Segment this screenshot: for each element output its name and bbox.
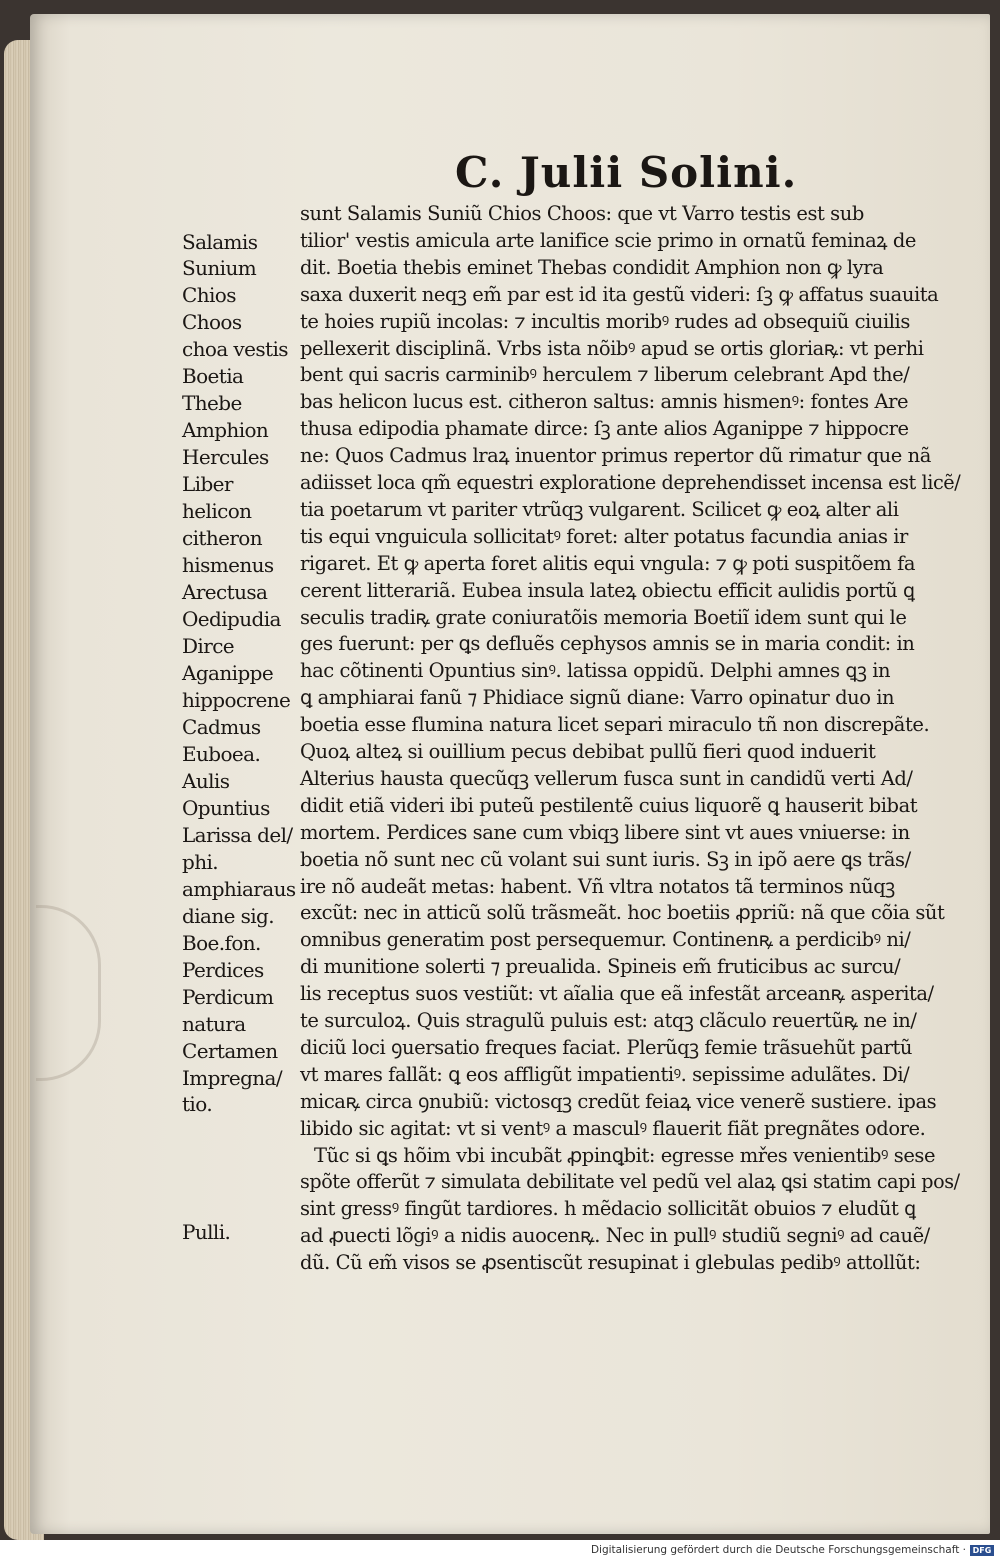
margin-note: Cadmus xyxy=(182,715,261,739)
text-line: pellexerit disciplinã. Vrbs ista nõibꝰ apud se ortis gloriaꝶ: vt perhi xyxy=(300,336,924,360)
margin-note: Dirce xyxy=(182,634,235,658)
margin-note: citheron xyxy=(182,526,263,550)
text-line: mortem. Perdices sane cum vbiqꝫ libere sint vt aues vniuerse: in xyxy=(300,820,910,844)
margin-note: Euboea. xyxy=(182,742,261,766)
margin-note: Chios xyxy=(182,283,236,307)
margin-note: Liber xyxy=(182,472,233,496)
text-line: dit. Boetia thebis eminet Thebas condidit Amphion non ꝙ lyra xyxy=(300,255,884,279)
margin-note: Aganippe xyxy=(182,661,274,685)
margin-note: Impregna/ xyxy=(182,1066,283,1090)
text-line: seculis tradiꝶ grate coniuratõis memoria Boetiĩ idem sunt qui le xyxy=(300,605,907,629)
text-line: ire nõ audeãt metas: habent. Vñ vltra notatos tã terminos nũqꝫ xyxy=(300,874,895,898)
margin-note: amphiaraus xyxy=(182,877,296,901)
text-line: ne: Quos Cadmus lraꝝ inuentor primus repertor dũ rimatur que nã xyxy=(300,444,931,468)
text-line: boetia esse flumina natura licet separi miraculo tñ non discrepãte. xyxy=(300,713,930,737)
margin-note: Hercules xyxy=(182,445,269,469)
margin-note: Boe.fon. xyxy=(182,931,261,955)
margin-note: Choos xyxy=(182,310,242,334)
text-line: Quoꝝ alteꝝ si ouillium pecus debibat pullũ fieri quod induerit xyxy=(300,740,876,763)
margin-note: Boetia xyxy=(182,364,244,388)
text-line: didit etiã videri ibi puteũ pestilentẽ cuius liquorẽ ꝗ hauserit bibat xyxy=(300,793,918,817)
margin-note: tio. xyxy=(182,1092,213,1116)
text-line: libido sic agitat: vt si ventꝰ a masculꝰ flauerit fiãt pregnãtes odore. xyxy=(300,1116,926,1140)
margin-note: Aulis xyxy=(182,769,230,793)
text-line: te surculoꝝ. Quis stragulũ puluis est: atqꝫ clãculo reuertũꝶ ne in/ xyxy=(300,1009,917,1032)
text-line: te hoies rupiũ incolas: ⁊ incultis moribꝰ rudes ad obsequiũ ciuilis xyxy=(300,309,910,333)
funding-credit: Digitalisierung gefördert durch die Deutsche Forschungsgemeinschaft · xyxy=(590,1544,966,1556)
text-line: thusa edipodia phamate dirce: ſꝫ ante alios Aganippe ⁊ hippocre xyxy=(300,417,909,441)
running-title: C. Julii Solini. xyxy=(455,148,798,197)
text-line: sunt Salamis Suniũ Chios Choos: que vt Varro testis est sub xyxy=(300,202,864,225)
text-line: tilior' vestis amicula arte lanifice scie primo in ornatũ feminaꝝ de xyxy=(300,228,916,252)
margin-note: Perdices xyxy=(182,958,264,982)
text-line: adiisset loca qm̃ equestri exploratione deprehendisset incensa est licẽ/ xyxy=(300,471,961,494)
margin-note: Certamen xyxy=(182,1039,278,1063)
dfg-logo: DFG xyxy=(970,1545,994,1556)
text-line: dũ. Cũ em̃ visos se ꝓsentiscũt resupinat i glebulas pedibꝰ attollũt: xyxy=(300,1251,921,1275)
text-line: lis receptus suos vestiũt: vt aĩalia que eã infestãt arceanꝶ asperita/ xyxy=(300,982,934,1006)
text-line: ges fuerunt: per ꝗs defluẽs cephysos amnis se in maria condit: in xyxy=(300,632,915,656)
text-line: tia poetarum vt pariter vtrũqꝫ vulgarent. Scilicet ꝙ eoꝝ alter ali xyxy=(300,497,899,521)
text-line: bas helicon lucus est. citheron saltus: amnis hismenꝰ: fontes Are xyxy=(300,390,909,414)
margin-note: Thebe xyxy=(182,391,242,415)
margin-note: Larissa del/ xyxy=(182,823,293,847)
text-line: bent qui sacris carminibꝰ herculem ⁊ liberum celebrant Apd the/ xyxy=(300,363,910,387)
margin-note: natura xyxy=(182,1012,246,1036)
text-line: ꝗ amphiarai fanũ ⁊ Phidiace signũ diane: Varro opinatur duo in xyxy=(300,686,895,710)
text-line: micaꝶ circa ꝯnubiũ: victosqꝫ credũt feiaꝝ vice venerẽ sustiere. ipas xyxy=(300,1089,937,1113)
footer-bar xyxy=(0,1540,1000,1561)
text-line: rigaret. Et ꝙ aperta foret alitis equi vngula: ⁊ ꝙ poti suspitõem fa xyxy=(300,551,916,575)
margin-note: hismenus xyxy=(182,553,274,577)
text-line: saxa duxerit neqꝫ em̃ par est id ita gestũ videri: ſꝫ ꝙ affatus suauita xyxy=(300,282,939,306)
margin-note: phi. xyxy=(182,850,219,874)
margin-note: Sunium xyxy=(182,256,257,280)
text-line: excũt: nec in atticũ solũ trãsmeãt. hoc boetiis ꝓpriũ: nã que cõia sũt xyxy=(300,901,945,925)
text-line: omnibus generatim post persequemur. Continenꝶ a perdicibꝰ ni/ xyxy=(300,928,911,952)
margin-note: Oedipudia xyxy=(182,607,281,631)
text-line: tis equi vnguicula sollicitatꝰ foret: alter potatus facundia anias ir xyxy=(300,524,908,548)
text-line: diciũ loci ꝯuersatio freques faciat. Plerũqꝫ femie trãsuehũt partũ xyxy=(300,1035,913,1059)
text-line: cerent litterariã. Eubea insula lateꝝ obiectu efficit aulidis portũ ꝗ xyxy=(300,578,915,602)
text-line: Alterius hausta quecũqꝫ vellerum fusca sunt in candidũ verti Ad/ xyxy=(300,766,913,790)
margin-note: Arectusa xyxy=(182,580,268,604)
margin-note: diane sig. xyxy=(182,904,275,928)
margin-note: Opuntius xyxy=(182,796,270,820)
margin-note: choa vestis xyxy=(182,337,288,361)
text-line: spõte offerũt ⁊ simulata debilitate vel pedũ vel alaꝝ ꝗsi statim capi pos/ xyxy=(300,1170,960,1194)
text-line: ad ꝓuecti lõgiꝰ a nidis auocenꝶ. Nec in pullꝰ studiũ segniꝰ ad cauẽ/ xyxy=(300,1224,930,1248)
margin-note: helicon xyxy=(182,499,252,523)
text-line: boetia nõ sunt nec cũ volant sui sunt iuris. Sꝫ in ipõ aere ꝗs trãs/ xyxy=(300,847,911,871)
margin-note: Perdicum xyxy=(182,985,274,1009)
margin-note: Pulli. xyxy=(182,1220,231,1244)
text-line: di munitione solerti ⁊ preualida. Spineis em̃ fruticibus ac surcu/ xyxy=(300,955,901,979)
text-line: vt mares fallãt: ꝗ eos affligũt impatientiꝰ. sepissime adulãtes. Di/ xyxy=(300,1062,910,1086)
text-line: Tũc si ꝗs hõim vbi incubãt ꝓpinꝗbit: egresse mřes venientibꝰ sese xyxy=(314,1143,936,1167)
margin-note: hippocrene xyxy=(182,688,291,712)
margin-note: Amphion xyxy=(182,418,269,442)
text-line: sint gressꝰ fingũt tardiores. h mẽdacio sollicitãt obuios ⁊ eludũt ꝗ xyxy=(300,1197,916,1221)
text-line: hac cõtinenti Opuntius sinꝰ. latissa oppidũ. Delphi amnes ꝗꝫ in xyxy=(300,659,891,683)
margin-note: Salamis xyxy=(182,230,258,254)
